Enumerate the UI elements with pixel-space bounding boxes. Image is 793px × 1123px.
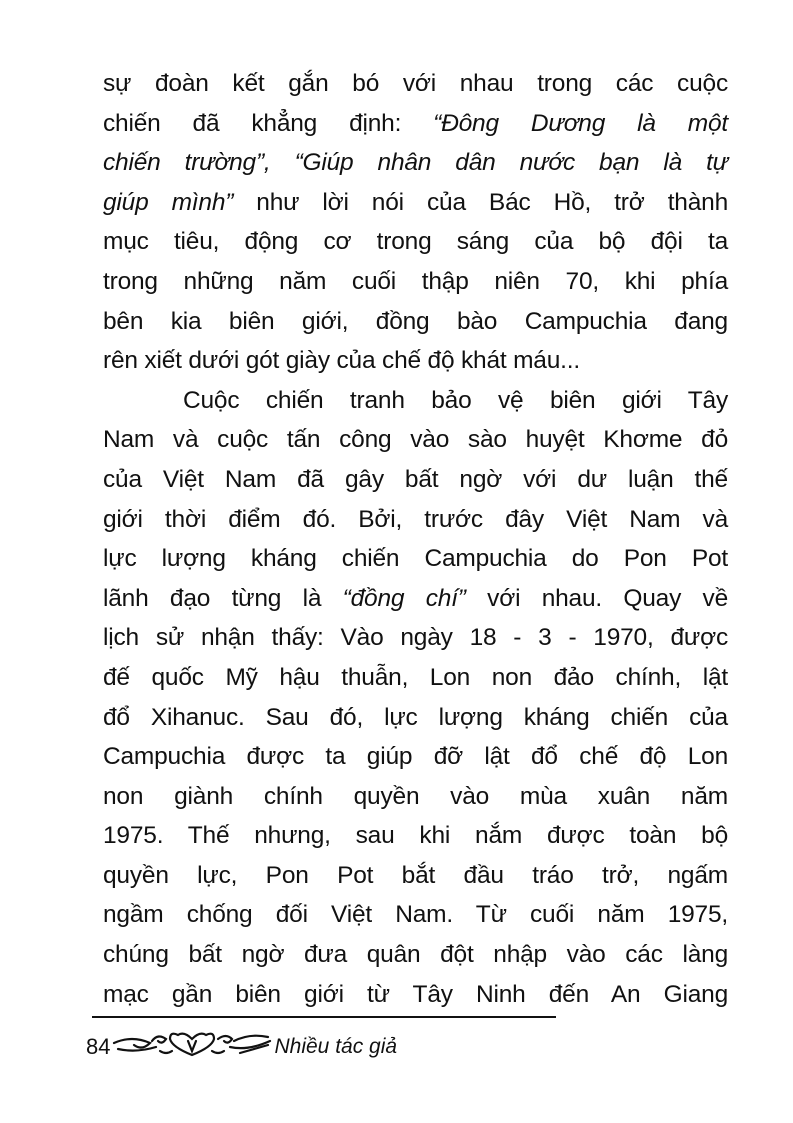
- text-line: [103, 698, 728, 738]
- text-line: [103, 222, 728, 262]
- text-line: [103, 64, 728, 104]
- text-line: [103, 381, 728, 421]
- text-segment: của Việt Nam đã gây bất ngờ với dư luận thế: [103, 465, 728, 493]
- text-line: [103, 975, 728, 1015]
- text-line: [103, 420, 728, 460]
- text-line: [103, 143, 728, 183]
- text-line: [103, 460, 728, 500]
- text-segment: sự đoàn kết gắn bó với nhau trong các cuộc: [103, 70, 728, 97]
- footer-rule: [92, 1016, 556, 1018]
- text-line: [103, 777, 728, 817]
- text-line: [103, 104, 728, 144]
- text-line: [103, 935, 728, 975]
- text-segment: mục tiêu, động cơ trong sáng của bộ đội ta: [103, 228, 728, 256]
- italic-quote-text: “đồng chí”: [342, 584, 466, 612]
- text-line: [103, 341, 728, 381]
- text-segment: lãnh đạo từng là: [103, 584, 343, 612]
- italic-quote-text: giúp mình”: [103, 188, 234, 216]
- text-line: [103, 579, 728, 619]
- text-line: [103, 302, 728, 342]
- text-segment: giới thời điểm đó. Bởi, trước đây Việt Nam và: [103, 505, 728, 533]
- text-line: [103, 262, 728, 302]
- text-segment: Cuộc chiến tranh bảo vệ biên giới Tây: [183, 386, 728, 414]
- text-segment: trong những năm cuối thập niên 70, khi phía: [103, 267, 728, 295]
- text-segment: non giành chính quyền vào mùa xuân năm: [103, 782, 728, 810]
- italic-quote-text: chiến trường”, “Giúp nhân dân nước bạn là tự: [103, 149, 728, 177]
- text-line: [103, 737, 728, 777]
- text-segment: mạc gần biên giới từ Tây Ninh đến An Giang: [103, 980, 728, 1008]
- text-segment: rên xiết dưới gót giày của chế độ khát máu...: [103, 347, 580, 375]
- text-segment: Campuchia được ta giúp đỡ lật đổ chế độ Lon: [103, 743, 728, 771]
- text-line: [103, 658, 728, 698]
- text-segment: lịch sử nhận thấy: Vào ngày 18 - 3 - 1970, được: [103, 624, 728, 652]
- text-segment: chiến đã khẳng định:: [103, 109, 434, 137]
- text-segment: Nam và cuộc tấn công vào sào huyệt Khơme đỏ: [103, 426, 728, 454]
- text-segment: lực lượng kháng chiến Campuchia do Pon Pot: [103, 545, 728, 573]
- scroll-heart-ornament-icon: [110, 1029, 274, 1065]
- text-line: [103, 500, 728, 540]
- body-text: [103, 64, 728, 1014]
- text-line: [103, 816, 728, 856]
- text-line: [103, 539, 728, 579]
- italic-quote-text: “Đông Dương là một: [433, 109, 728, 137]
- page-number: 84: [86, 1034, 111, 1059]
- text-segment: bên kia biên giới, đồng bào Campuchia đang: [103, 307, 728, 335]
- page-footer: [86, 1030, 397, 1064]
- text-segment: với nhau. Quay về: [465, 584, 729, 612]
- text-segment: như lời nói của Bác Hồ, trở thành: [233, 188, 728, 216]
- text-line: [103, 618, 728, 658]
- text-segment: ngầm chống đối Việt Nam. Từ cuối năm 1975,: [103, 901, 728, 929]
- text-segment: 1975. Thế nhưng, sau khi nắm được toàn bộ: [103, 822, 728, 850]
- author-name: Nhiều tác giả: [274, 1035, 398, 1058]
- text-line: [103, 856, 728, 896]
- text-segment: đổ Xihanuc. Sau đó, lực lượng kháng chiến của: [103, 703, 728, 731]
- text-segment: chúng bất ngờ đưa quân đột nhập vào các làng: [103, 941, 728, 969]
- text-segment: quyền lực, Pon Pot bắt đầu tráo trở, ngấm: [103, 861, 728, 889]
- text-line: [103, 895, 728, 935]
- text-line: [103, 183, 728, 223]
- text-segment: đế quốc Mỹ hậu thuẫn, Lon non đảo chính, lật: [103, 663, 728, 691]
